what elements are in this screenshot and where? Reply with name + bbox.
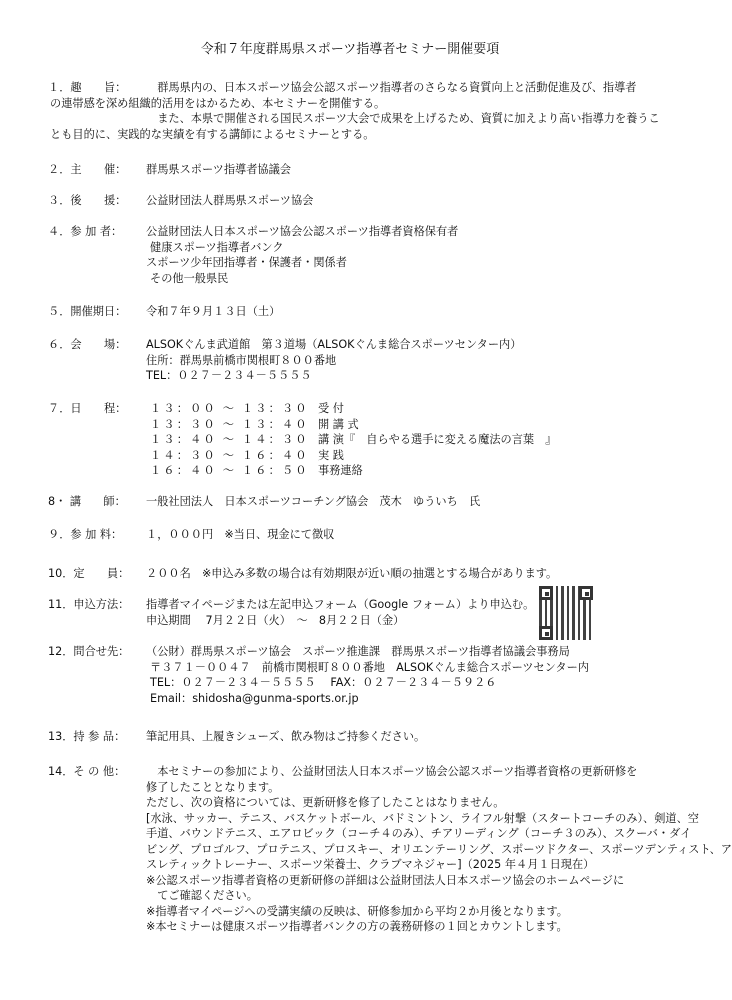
schedule-row [146, 401, 654, 417]
schedule-row [146, 463, 654, 479]
schedule-table [146, 401, 654, 479]
qr-finder-icon [539, 586, 553, 600]
schedule-activity: 事務連絡 [318, 464, 363, 477]
body-line: 住所：群馬県前橋市関根町８００番地 [146, 353, 337, 367]
section-label: ７．日 程： [48, 402, 127, 415]
schedule-activity: 実 践 [318, 448, 344, 462]
body-line: 健康スポーツ指導者バンク [150, 240, 284, 254]
schedule-time: １６：４０ ～ １６：５０ [150, 464, 309, 477]
body-line: 申込期間 7月２２日（火） ～ 8月２２日（金） [146, 613, 405, 627]
section-label: 11．申込方法： [48, 598, 130, 611]
body-line: 群馬県スポーツ指導者協議会 [146, 163, 291, 176]
body-line: ALSOKぐんま武道館 第３道場（ALSOKぐんま総合スポーツセンター内） [146, 338, 522, 351]
section-body [146, 224, 654, 286]
body-line: TEL：０２７－２３４－５５５５ [146, 369, 312, 382]
section-label: 10．定 員： [48, 567, 130, 580]
section-body [146, 193, 654, 209]
schedule-row [146, 417, 654, 433]
section-body [146, 162, 654, 178]
body-line: その他一般県民 [150, 271, 229, 285]
body-line: とも目的に、実践的な実績を有する講師によるセミナーとする。 [50, 127, 375, 141]
section-body [146, 566, 654, 582]
body-line: 〒３７１－００４７ 前橋市関根町８００番地 ALSOKぐんま総合スポーツセンター内 [150, 660, 589, 674]
section-label: １．趣 旨： [48, 81, 127, 94]
body-line: ビング、プロゴルフ、プロテニス、プロスキー、オリエンテーリング、スポーツドクター、スポーツデンティスト、ア [146, 842, 732, 856]
schedule-time: １３：００ ～ １３：３０ [150, 402, 309, 415]
body-line: スポーツ少年団指導者・保護者・関係者 [146, 256, 347, 269]
body-line: 指導者マイページまたは左記申込フォーム（Google フォーム）より申込む。 [146, 598, 535, 611]
qr-finder-icon [539, 626, 553, 640]
schedule-row [146, 448, 654, 464]
schedule-row [146, 432, 654, 448]
section-body [146, 764, 732, 935]
section-label: 14．そ の 他： [48, 765, 126, 778]
section-body [146, 494, 654, 510]
section-body [146, 304, 654, 320]
body-line: 修了したこととなります。 [146, 780, 280, 794]
section-label: ３．後 援： [48, 194, 127, 207]
section-label: ６．会 場： [48, 338, 127, 351]
body-line: 一般社団法人 日本スポーツコーチング協会 茂木 ゆういち 氏 [146, 495, 481, 508]
section-body [146, 597, 590, 628]
schedule-activity: 開 講 式 [318, 417, 359, 431]
body-line: １，０００円 ※当日、現金にて徴収 [146, 528, 335, 541]
body-line: てご確認ください。 [146, 889, 258, 902]
qr-finder-icon [579, 586, 593, 600]
body-line: ただし、次の資格については、更新研修を修了したことはなりません。 [146, 796, 505, 809]
section-body [146, 644, 654, 706]
body-line: 公益財団法人群馬県スポーツ協会 [146, 194, 314, 207]
section-label: 12．問合せ先： [48, 645, 130, 658]
body-line: 群馬県内の、日本スポーツ協会公認スポーツ指導者のさらなる資質向上と活動促進及び、指導者 [146, 81, 637, 94]
body-line: 公益財団法人日本スポーツ協会公認スポーツ指導者資格保有者 [146, 225, 459, 238]
body-line: 本セミナーの参加により、公益財団法人日本スポーツ協会公認スポーツ指導者資格の更新研修を [146, 765, 638, 778]
body-line: 手道、バウンドテニス、エアロビック（コーチ４のみ）、チアリーディング（コーチ３のみ）、スクーバ・ダイ [146, 827, 692, 840]
body-line: [水泳、サッカー、テニス、バスケットボール、バドミントン、ライフル射撃（スタートコーチのみ）、剣道、空 [146, 811, 699, 825]
body-line: の連帯感を深め組織的活用をはかるため、本セミナーを開催する。 [50, 96, 386, 110]
body-line: TEL：０２７－２３４－５５５５ FAX：０２７－２３４－５９２６ [150, 676, 497, 689]
schedule-time: １３：３０ ～ １３：４０ [150, 417, 309, 431]
body-line: ※本セミナーは健康スポーツ指導者バンクの方の義務研修の１回とカウントします。 [146, 920, 568, 933]
body-line: ２００名 ※申込み多数の場合は有効期限が近い順の抽選とする場合があります。 [146, 567, 558, 580]
body-line: 筆記用具、上履きシューズ、飲み物はご持参ください。 [146, 730, 426, 743]
body-line: 令和７年９月１３日（土） [146, 305, 281, 318]
section-body [146, 527, 654, 543]
schedule-activity: 受 付 [318, 402, 344, 415]
section-label: 8・ 講 師： [48, 495, 126, 508]
schedule-activity: 講 演『 自らやる選手に変える魔法の言葉 』 [318, 433, 557, 446]
section-label: ５．開催期日： [48, 305, 127, 318]
section-label: 13．持 参 品： [48, 730, 126, 743]
section-label: ４．参 加 者： [48, 225, 123, 238]
body-line: ※公認スポーツ指導者資格の更新研修の詳細は公益財団法人日本スポーツ協会のホームページに [146, 873, 625, 887]
section-body [146, 337, 654, 384]
schedule-time: １３：４０ ～ １４：３０ [150, 433, 309, 446]
schedule-time: １４：３０ ～ １６：４０ [150, 448, 309, 462]
body-line: ※指導者マイページへの受講実績の反映は、研修参加から平均２か月後となります。 [146, 904, 568, 918]
section-label: ２．主 催： [48, 163, 127, 176]
body-line: また、本県で開催される国民スポーツ大会で成果を上げるため、資質に加えより高い指導力を養うこ [146, 112, 660, 125]
body-line: スレティックトレーナー、スポーツ栄養士、クラブマネジャー]（2025 年４月１日現在） [146, 858, 595, 871]
email-address[interactable]: Email：shidosha@gunma-sports.or.jp [150, 691, 359, 705]
section-label: ９．参 加 料： [48, 528, 123, 541]
body-line: （公財）群馬県スポーツ協会 スポーツ推進課 群馬県スポーツ指導者協議会事務局 [146, 645, 570, 658]
application-qr-code-icon[interactable] [539, 586, 593, 640]
page-title: 令和７年度群馬県スポーツ指導者セミナー開催要項 [200, 42, 500, 57]
section-body [146, 729, 654, 745]
